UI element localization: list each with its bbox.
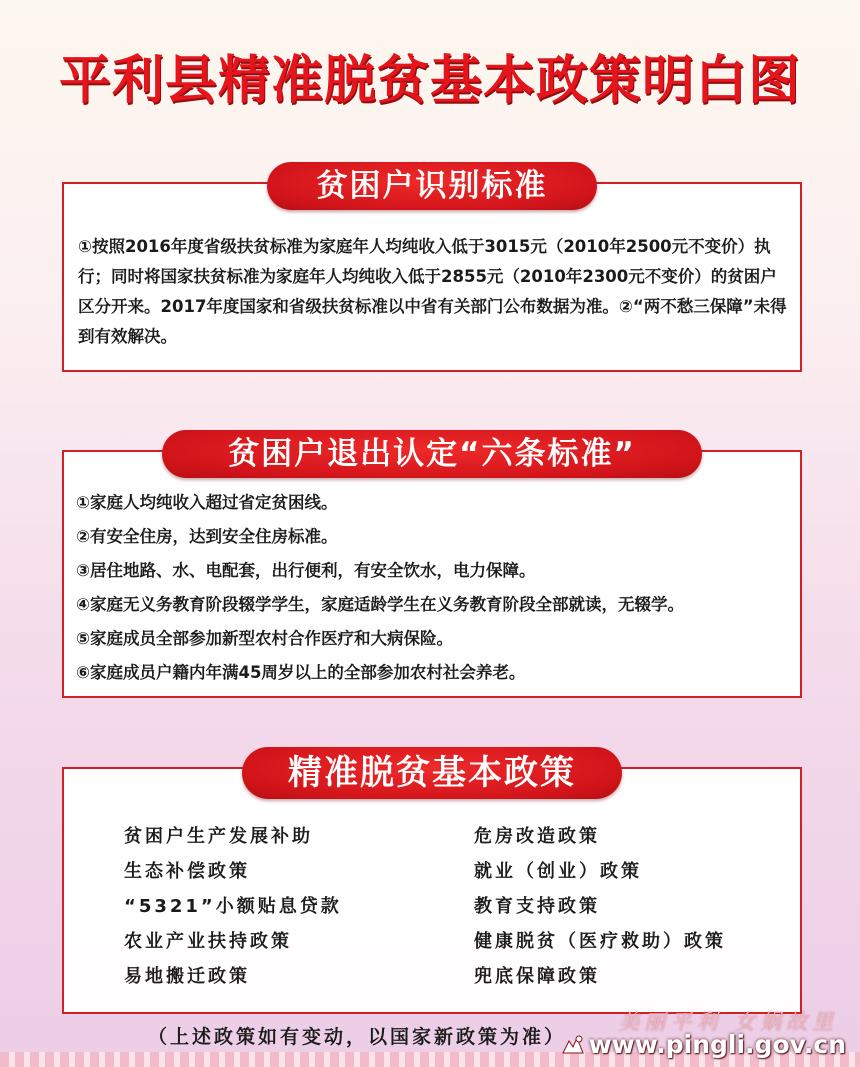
footnote: （上述政策如有变动，以国家新政策为准） [148,1026,567,1048]
policy-item: 教育支持政策 [474,896,600,917]
policy-item: 生态补偿政策 [124,861,250,882]
policy-item: 危房改造政策 [474,826,600,847]
policy-item: “5321”小额贴息贷款 [124,896,342,917]
exit-criteria-list [76,486,684,690]
policy-item: 贫困户生产发展补助 [124,826,313,847]
identification-standard-panel [62,168,802,372]
exit-criteria-item-1: ①家庭人均纯收入超过省定贫困线。 [76,493,338,512]
identification-standard-text: ①按照2016年度省级扶贫标准为家庭年人均纯收入低于3015元（2010年2500元不变价）执行；同时将国家扶贫标准为家庭年人均纯收入低于2855元（2010年2300元不变价）的贫困户区分开来。2017年度国家和省级扶贫标准以中省有关部门公布数据为准。②“两不愁三保障”未得到有效解决。 [78,237,787,346]
policy-item: 健康脱贫（医疗救助）政策 [474,931,726,952]
policy-item: 就业（创业）政策 [474,861,642,882]
exit-criteria-item-2: ②有安全住房，达到安全住房标准。 [76,527,338,546]
watermark-url [560,1030,846,1059]
exit-criteria-item-4: ④家庭无义务教育阶段辍学学生，家庭适龄学生在义务教育阶段全部就读，无辍学。 [76,595,684,614]
basic-policies-heading: 精准脱贫基本政策 [242,747,622,799]
policy-list-left [124,819,342,994]
exit-criteria-heading: 贫困户退出认定“六条标准” [162,430,702,478]
policy-item: 农业产业扶持政策 [124,931,292,952]
page-title: 平利县精准脱贫基本政策明白图 [58,51,801,111]
exit-criteria-item-5: ⑤家庭成员全部参加新型农村合作医疗和大病保险。 [76,629,453,648]
policy-item: 兜底保障政策 [474,966,600,987]
exit-criteria-item-6: ⑥家庭成员户籍内年满45周岁以上的全部参加农村社会养老。 [76,663,526,682]
exit-criteria-panel [62,436,802,698]
site-logo-icon [560,1033,586,1057]
policy-list-right [474,819,726,994]
basic-policies-panel [62,753,802,1014]
identification-standard-heading: 贫困户识别标准 [267,162,597,210]
watermark-url-text: www.pingli.gov.cn [588,1030,846,1059]
policy-item: 易地搬迁政策 [124,966,250,987]
exit-criteria-item-3: ③居住地路、水、电配套，出行便利，有安全饮水，电力保障。 [76,561,536,580]
watermark-slogan: 美丽平利 女娲故里 [618,1010,838,1034]
